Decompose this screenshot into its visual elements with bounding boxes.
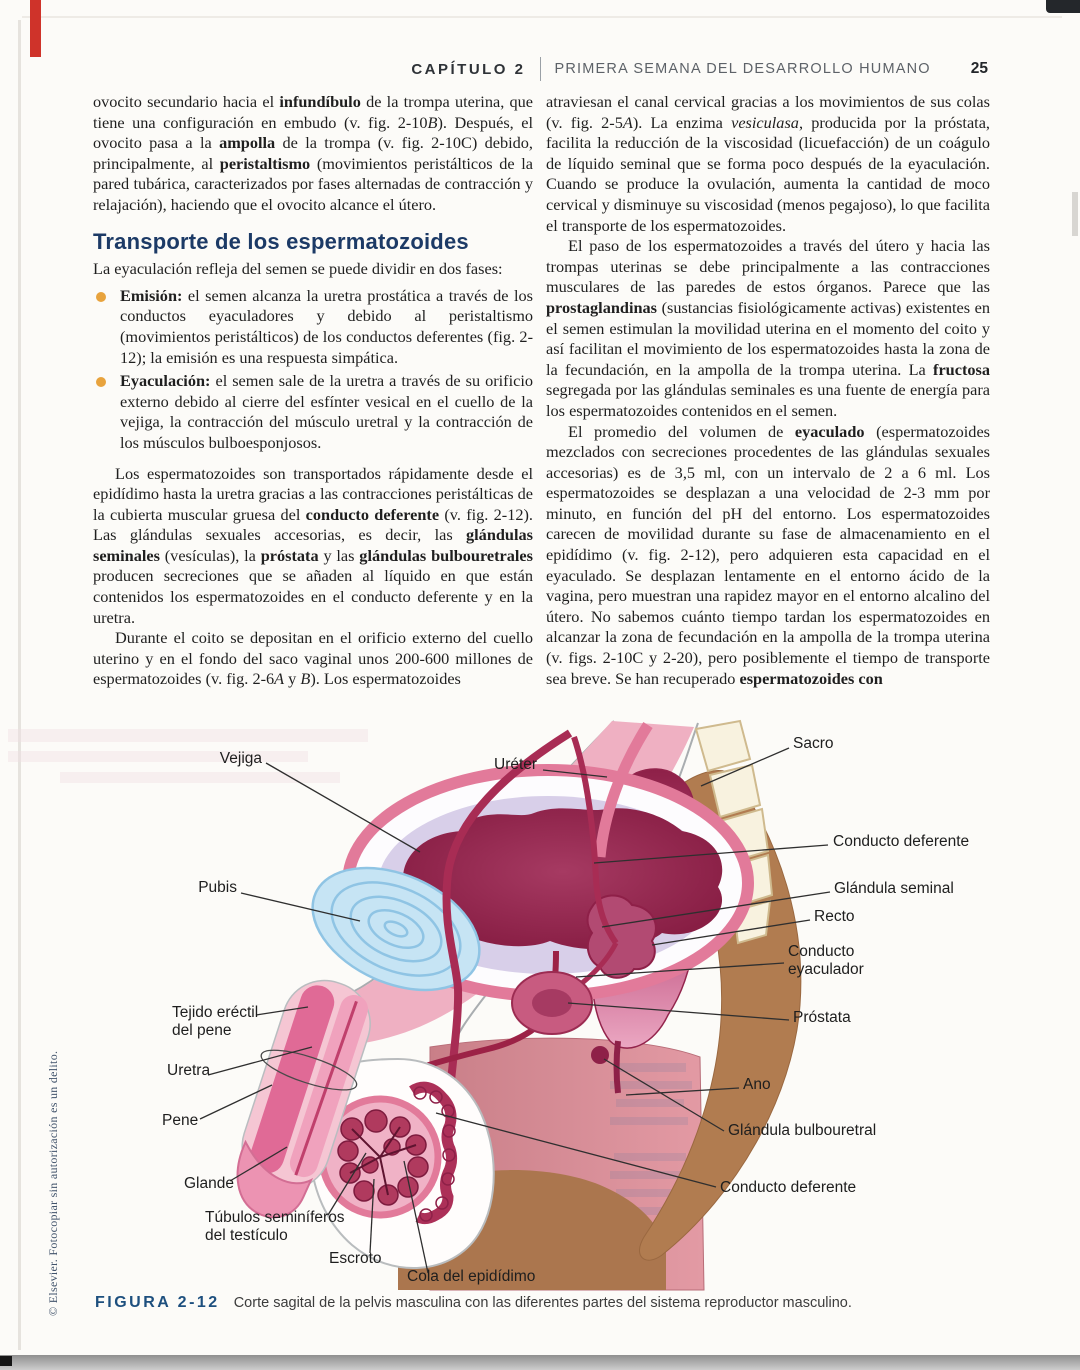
header-divider [540,57,541,81]
figure-caption-text: Corte sagital de la pelvis masculina con las diferentes partes del sistema reproductor masculino. [233,1295,852,1311]
scan-artifact-bottom-strip [0,1355,1080,1370]
scan-artifact-red-stripe [30,0,41,57]
figure-label-vejiga: Vejiga [219,750,262,767]
bullet-item-emision [93,286,533,368]
scan-artifact-bottom-left-mark [0,1356,12,1366]
bullet-dot-icon [96,377,106,387]
chapter-title: PRIMERA SEMANA DEL DESARROLLO HUMANO [554,61,931,77]
bullet-text: Eyaculación: el semen sale de la uretra a través de su orificio externo debido al cierre del esfínter vesical en el cuello de la vejiga, la contracción del músculo uretral y la contracción de los músculos bulboesponjosos. [120,371,533,452]
bullet-list [93,286,533,454]
figure-label-sacro: Sacro [793,735,834,752]
paragraph-continuation: ovocito secundario hacia el infundíbulo de la trompa uterina, que tiene una configuración en embudo (v. fig. 2-10B). Después, el ovocito pasa a la ampolla de la trompa (v. fig. 2-10C) debido, principalmente, al peristaltismo (movimientos peristálticos de la pared tubárica, caracterizados por fases alternadas de contracción y relajación), haciendo que el ovocito alcance el útero. [93,92,534,214]
figure-label-cola-epididimo: Cola del epidídimo [407,1268,536,1285]
bullet-text: Emisión: el semen alcanza la uretra prostática a través de los conductos eyaculadores y debido al peristaltismo (movimientos peristálticos) de los conductos deferentes (fig. 2-12); la emisión es una respuesta simpática. [120,285,533,367]
copyright-sidebar: © Elsevier. Fotocopiar sin autorización es un delito. [46,1050,60,1316]
figure-label-tubulos-seminiferos: Túbulos seminíferos del testículo [205,1209,345,1244]
figure-label-pubis: Pubis [198,879,237,896]
page-number: 25 [970,60,988,77]
paragraph-volumen: El promedio del volumen de eyaculado (espermatozoides mezclados con secreciones procedentes de las glándulas sexuales accesorias) es de 3,5 ml, con un intervalo de 2 a 6 ml. Los espermatozoides se desplazan a una velocidad de 2-3 mm por minuto, en función del pH del entorno. Los espermatozoides carecen de movilidad durante su fase de almacenamiento en el epidídimo (v. fig. 2-12), pero adquieren esta capacidad en el eyaculado. Se desplazan lentamente en el entorno ácido de la vagina, pero muestran una rapidez mayor en el entorno alcalino del útero. No sabemos cuánto tiempo tardan los espermatozoides en alcanzar la zona de fecundación en la ampolla de la trompa uterina (v. figs. 2-10C y 2-20), pero posiblemente el tiempo de transporte sea breve. Se han recuperado espermatozoides con [546,421,991,688]
paragraph-paso: El paso de los espermatozoides a través del útero y hacia las trompas uterinas se debe principalmente a las contracciones musculares de las paredes de estos órganos. Parece que las prostaglandinas (sustancias fisiológicamente activas) existentes en el semen estimulan la movilidad uterina en el momento del coito y así facilitan el movimiento de los espermatozoides hasta la zona de la fecundación, en la ampolla de la trompa uterina. La fructosa segregada por las glándulas seminales es una fuente de energía para los espermatozoides contenidos en el semen. [546,236,990,420]
scan-edge-top [22,16,1062,18]
figure-label-pene: Pene [162,1112,199,1129]
bullet-dot-icon [96,292,106,302]
figure-label-tejido-erectil: Tejido eréctil del pene [172,1004,259,1039]
figure-label-ureter: Uréter [494,756,538,773]
figure-label-conducto-deferente-sup: Conducto deferente [833,833,970,850]
figure-label-conducto-eyaculador: Conducto eyaculador [788,943,864,978]
figure-label-recto: Recto [814,908,855,925]
left-column [93,92,533,690]
paragraph-cervical: atraviesan el canal cervical gracias a los movimientos de sus colas (v. fig. 2-5A). La enzima vesiculasa, producida por la próstata, facilita la reducción de la viscosidad (licuefacción) de un coágulo de líquido seminal que se forma poco después de la eyaculación. Cuando se produce la ovulación, aumenta la cantidad de moco cervical y disminuye su viscosidad (menos pegajoso), lo que facilita el transporte de los espermatozoides. [546,92,991,235]
anatomy-illustration [0,715,1080,1295]
scan-artifact-corner-mark [1046,0,1080,13]
figure-label-uretra: Uretra [167,1062,211,1079]
page-header [411,57,988,81]
figure-label-ano: Ano [743,1076,771,1093]
figure-label-glandula-bulbouretral: Glándula bulbouretral [728,1122,877,1139]
right-column [546,92,990,689]
paragraph-transport: Los espermatozoides son transportados rápidamente desde el epidídimo hasta la uretra gracias a las contracciones peristálticas de la cubierta muscular gruesa del conducto deferente (v. fig. 2-12). Las glándulas sexuales accesorias, es decir, las glándulas seminales (vesículas), la próstata y las glándulas bulbouretrales producen secreciones que se añaden al líquido en que están contenidos los espermatozoides en el conducto deferente y en la uretra. [93,463,534,627]
figure-caption-label: FIGURA 2-12 [95,1294,220,1311]
figure-label-glande: Glande [184,1175,234,1192]
figure-caption [95,1294,975,1312]
paragraph-intro: La eyaculación refleja del semen se puede dividir en dos fases: [93,259,503,279]
figure-label-prostata: Próstata [793,1009,851,1026]
bulbourethral-gland-shape [591,1046,609,1064]
figure-label-glandula-seminal: Glándula seminal [834,880,954,897]
figure-label-conducto-deferente-inf: Conducto deferente [720,1179,857,1196]
scan-artifact-right-smudge [1072,192,1078,236]
bullet-item-eyaculacion [93,371,533,453]
figure-label-escroto: Escroto [329,1250,382,1267]
paragraph-coito: Durante el coito se depositan en el orificio externo del cuello uterino y en el fondo del saco vaginal unos 200-600 millones de espermatozoides (v. fig. 2-6A y B). Los espermatozoides [93,628,533,689]
section-heading: Transporte de los espermatozoides [93,228,469,254]
chapter-label: CAPÍTULO 2 [411,60,526,78]
